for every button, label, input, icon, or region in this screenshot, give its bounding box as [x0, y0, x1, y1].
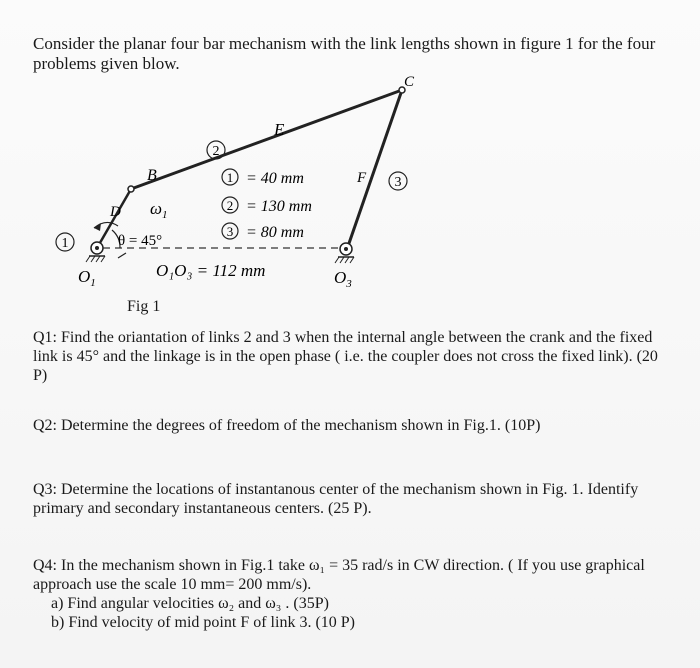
question-4b: b) Find velocity of mid point F of link 3. (10 P): [51, 614, 355, 631]
label-f: F: [357, 170, 367, 186]
four-bar-mechanism-figure: [0, 0, 700, 300]
svg-text:1: 1: [61, 236, 69, 251]
label-o3: $O_3$: [334, 268, 352, 290]
label-c: C: [404, 74, 415, 90]
legend-row-1: [222, 169, 304, 187]
label-o1: $O_1$: [78, 267, 96, 289]
svg-text:= 40 mm: = 40 mm: [246, 170, 304, 187]
label-d: D: [110, 204, 121, 220]
legend-row-3: [222, 223, 304, 241]
intro-text: Consider the planar four bar mechanism with the link lengths shown in figure 1 for the four problems given blow.: [33, 34, 656, 73]
question-3: Q3: Determine the locations of instantanous center of the mechanism shown in Fig. 1. Identify primary and secondary instantaneous centers. (25 P).: [33, 481, 639, 517]
marker-link-1: [56, 233, 74, 251]
marker-link-2: [207, 141, 225, 159]
joint-b: [128, 186, 134, 192]
marker-link-3: [389, 172, 407, 190]
question-1: Q1: Find the oriantation of links 2 and 3 when the internal angle between the crank and the fixed link is 45° and the linkage is in the open phase ( i.e. the coupler does not cross the fixed link). (20 P): [33, 329, 658, 384]
label-omega: $\omega_1$: [150, 199, 168, 221]
rocker-link-3: [346, 90, 402, 252]
label-b: B: [147, 167, 157, 184]
label-ground-distance: O₁O₃ = 112 mm: [156, 261, 266, 280]
question-4-text: Q4: In the mechanism shown in Fig.1 take ω₁ = 35 rad/s in CW direction. ( If you use graphical approach use the scale 10 mm= 200 mm/s).: [33, 557, 645, 593]
svg-text:3: 3: [226, 224, 234, 239]
svg-text:1: 1: [226, 170, 234, 185]
question-2: Q2: Determine the degrees of freedom of the mechanism shown in Fig.1. (10P): [33, 417, 541, 434]
small-tick-arrow: [118, 253, 126, 258]
legend-row-2: [222, 197, 312, 215]
ground-pivot-o3: [335, 243, 354, 263]
label-e: E: [274, 120, 285, 139]
svg-text:2: 2: [212, 144, 220, 159]
svg-text:= 80 mm: = 80 mm: [246, 224, 304, 241]
question-4: [33, 556, 673, 632]
svg-text:3: 3: [394, 175, 402, 190]
svg-text:2: 2: [226, 198, 234, 213]
ground-pivot-o1: [86, 242, 105, 262]
svg-text:= 130 mm: = 130 mm: [246, 198, 312, 215]
figure-caption: Fig 1: [127, 298, 161, 315]
label-angle: θ = 45°: [118, 233, 163, 249]
question-4a: a) Find angular velocities ω₂ and ω₃ . (35P): [51, 595, 329, 612]
